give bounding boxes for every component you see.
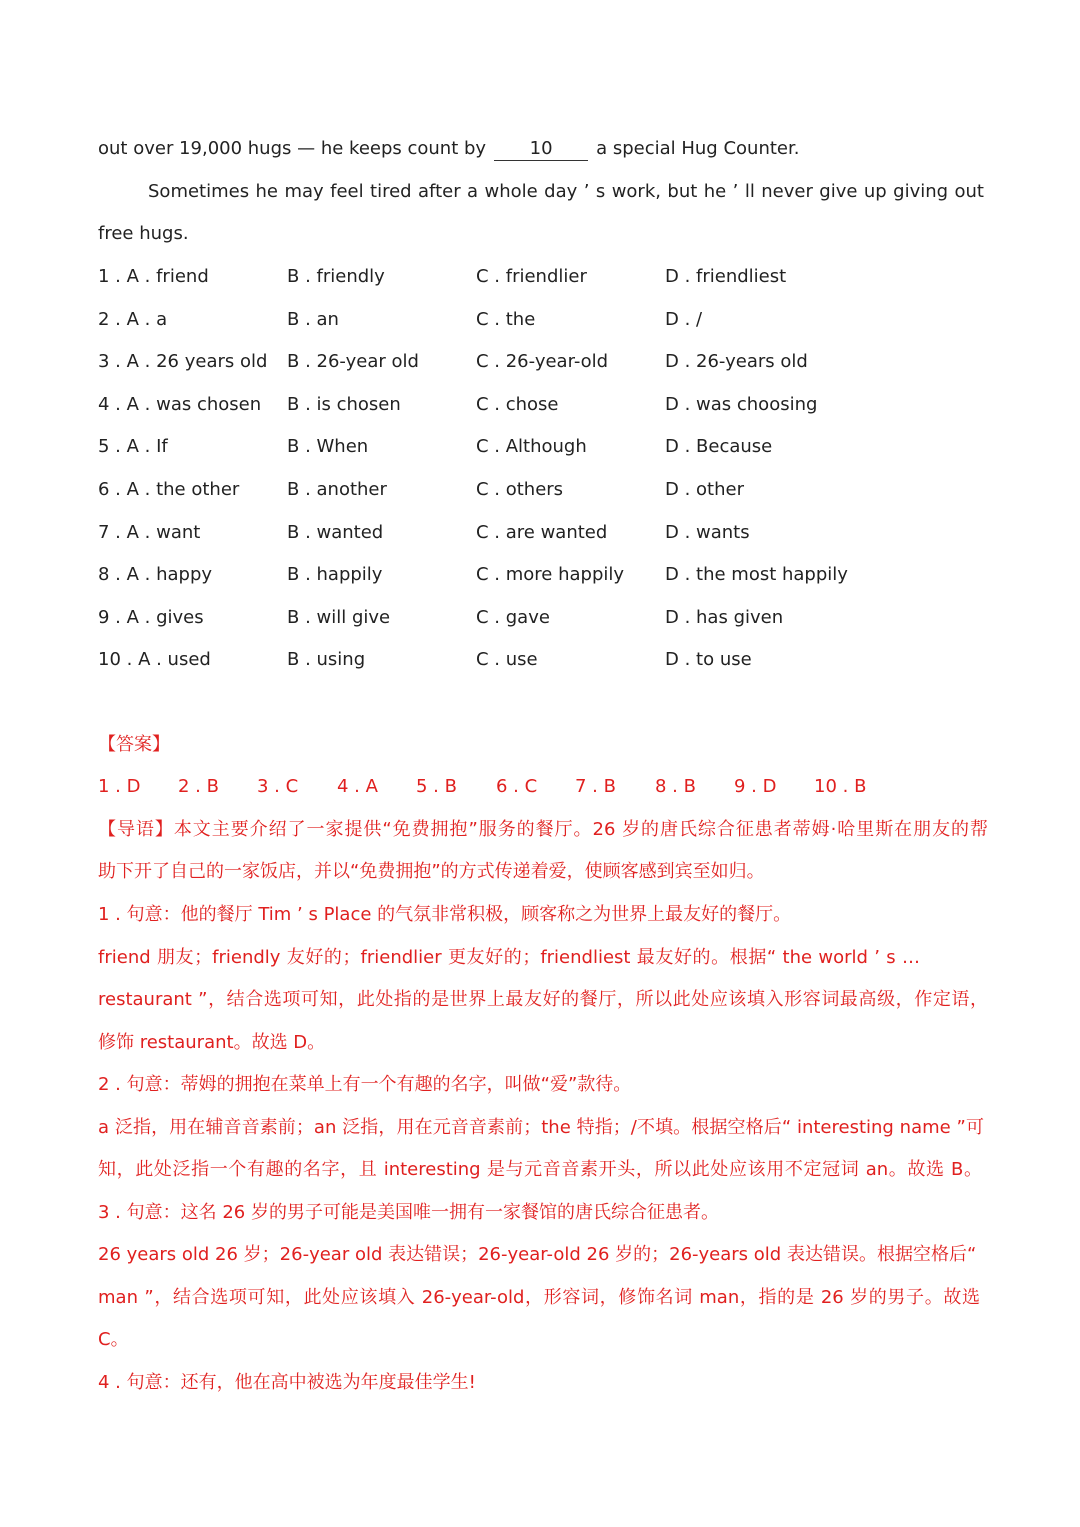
q2-explanation-line-2: 知，此处泛指一个有趣的名字，且 interesting 是与元音音素开头，所以此处应该用不定冠词 an。故选 B。 xyxy=(98,1159,982,1180)
option-c: C . are wanted xyxy=(476,522,608,543)
q1-explanation-line-3: 修饰 restaurant。故选 D。 xyxy=(98,1032,326,1053)
q3-explanation-line-1: 26 years old 26 岁；26-year old 表达错误；26-year-old 26 岁的；26-years old 表达错误。根据空格后“ xyxy=(98,1244,977,1265)
option-d: D . was choosing xyxy=(665,394,818,415)
question-row xyxy=(98,648,998,672)
answer-item: 6 . C xyxy=(496,776,538,797)
option-d: D . / xyxy=(665,309,703,330)
passage-line-1 xyxy=(98,137,799,161)
option-d: D . other xyxy=(665,479,744,500)
option-b: B . wanted xyxy=(287,522,384,543)
intro-line-1: 【导语】本文主要介绍了一家提供“免费拥抱”服务的餐厅。26 岁的唐氏综合征患者蒂姆·哈里斯在朋友的帮 xyxy=(98,819,988,840)
answer-heading: 【答案】 xyxy=(98,734,170,755)
option-b: B . happily xyxy=(287,564,383,585)
option-b: B . another xyxy=(287,479,387,500)
option-d: D . Because xyxy=(665,436,773,457)
answer-item: 7 . B xyxy=(575,776,616,797)
option-a: 7 . A . want xyxy=(98,522,201,543)
q3-explanation-line-3: C。 xyxy=(98,1329,129,1350)
option-c: C . 26-year-old xyxy=(476,351,609,372)
option-b: B . will give xyxy=(287,607,391,628)
option-c: C . Although xyxy=(476,436,587,457)
option-c: C . chose xyxy=(476,394,559,415)
option-a: 9 . A . gives xyxy=(98,607,204,628)
option-a: 3 . A . 26 years old xyxy=(98,351,268,372)
option-d: D . 26-years old xyxy=(665,351,808,372)
option-d: D . friendliest xyxy=(665,266,787,287)
question-row xyxy=(98,478,998,502)
option-a: 6 . A . the other xyxy=(98,479,240,500)
question-row xyxy=(98,606,998,630)
option-d: D . wants xyxy=(665,522,750,543)
q1-explanation-line-2: restaurant ”，结合选项可知，此处指的是世界上最友好的餐厅，所以此处应该填入形容词最高级，作定语， xyxy=(98,989,988,1010)
q2-explanation-title: 2 . 句意：蒂姆的拥抱在菜单上有一个有趣的名字，叫做“爱”款待。 xyxy=(98,1074,632,1095)
passage-line-3: free hugs. xyxy=(98,223,189,244)
q1-explanation-title: 1 . 句意：他的餐厅 Tim ’ s Place 的气氛非常积极，顾客称之为世界上最友好的餐厅。 xyxy=(98,904,792,925)
answer-item: 2 . B xyxy=(178,776,219,797)
option-a: 10 . A . used xyxy=(98,649,211,670)
answer-item: 9 . D xyxy=(734,776,777,797)
answer-item: 4 . A xyxy=(337,776,378,797)
passage-line-2: Sometimes he may feel tired after a whole day ’ s work, but he ’ ll never give up giving out xyxy=(148,181,984,202)
option-d: D . the most happily xyxy=(665,564,848,585)
question-row xyxy=(98,393,998,417)
option-b: B . When xyxy=(287,436,369,457)
option-c: C . use xyxy=(476,649,538,670)
option-b: B . friendly xyxy=(287,266,385,287)
question-row xyxy=(98,563,998,587)
option-b: B . 26-year old xyxy=(287,351,419,372)
option-c: C . friendlier xyxy=(476,266,587,287)
option-c: C . the xyxy=(476,309,536,330)
option-a: 8 . A . happy xyxy=(98,564,213,585)
option-b: B . an xyxy=(287,309,339,330)
intro-line-2: 助下开了自己的一家饭店，并以“免费拥抱”的方式传递着爱，使顾客感到宾至如归。 xyxy=(98,861,765,882)
q3-explanation-title: 3 . 句意：这名 26 岁的男子可能是美国唯一拥有一家餐馆的唐氏综合征患者。 xyxy=(98,1202,719,1223)
answer-item: 1 . D xyxy=(98,776,141,797)
option-a: 1 . A . friend xyxy=(98,266,209,287)
option-b: B . is chosen xyxy=(287,394,401,415)
passage-text-after-blank: a special Hug Counter. xyxy=(596,138,800,159)
option-c: C . others xyxy=(476,479,564,500)
q1-explanation-line-1: friend 朋友；friendly 友好的；friendlier 更友好的；friendliest 最友好的。根据“ the world ’ s … xyxy=(98,947,920,968)
question-row xyxy=(98,435,998,459)
option-c: C . more happily xyxy=(476,564,625,585)
q4-explanation-title: 4 . 句意：还有，他在高中被选为年度最佳学生! xyxy=(98,1372,476,1393)
option-a: 4 . A . was chosen xyxy=(98,394,262,415)
q3-explanation-line-2: man ”，结合选项可知，此处应该填入 26-year-old，形容词，修饰名词 man，指的是 26 岁的男子。故选 xyxy=(98,1287,980,1308)
q2-explanation-line-1: a 泛指，用在辅音音素前；an 泛指，用在元音音素前；the 特指；/不填。根据空格后“ interesting name ”可 xyxy=(98,1117,984,1138)
passage-text-before-blank: out over 19,000 hugs — he keeps count by xyxy=(98,138,487,159)
answer-item: 3 . C xyxy=(257,776,299,797)
question-row xyxy=(98,265,998,289)
option-a: 2 . A . a xyxy=(98,309,168,330)
question-row xyxy=(98,308,998,332)
answer-item: 5 . B xyxy=(416,776,457,797)
option-d: D . to use xyxy=(665,649,752,670)
option-a: 5 . A . If xyxy=(98,436,168,457)
option-b: B . using xyxy=(287,649,366,670)
option-d: D . has given xyxy=(665,607,784,628)
option-c: C . gave xyxy=(476,607,550,628)
answer-key xyxy=(98,775,898,799)
answer-item: 10 . B xyxy=(814,776,867,797)
answer-item: 8 . B xyxy=(655,776,696,797)
question-row xyxy=(98,521,998,545)
blank-10: 10 xyxy=(494,138,588,161)
question-row xyxy=(98,350,998,374)
